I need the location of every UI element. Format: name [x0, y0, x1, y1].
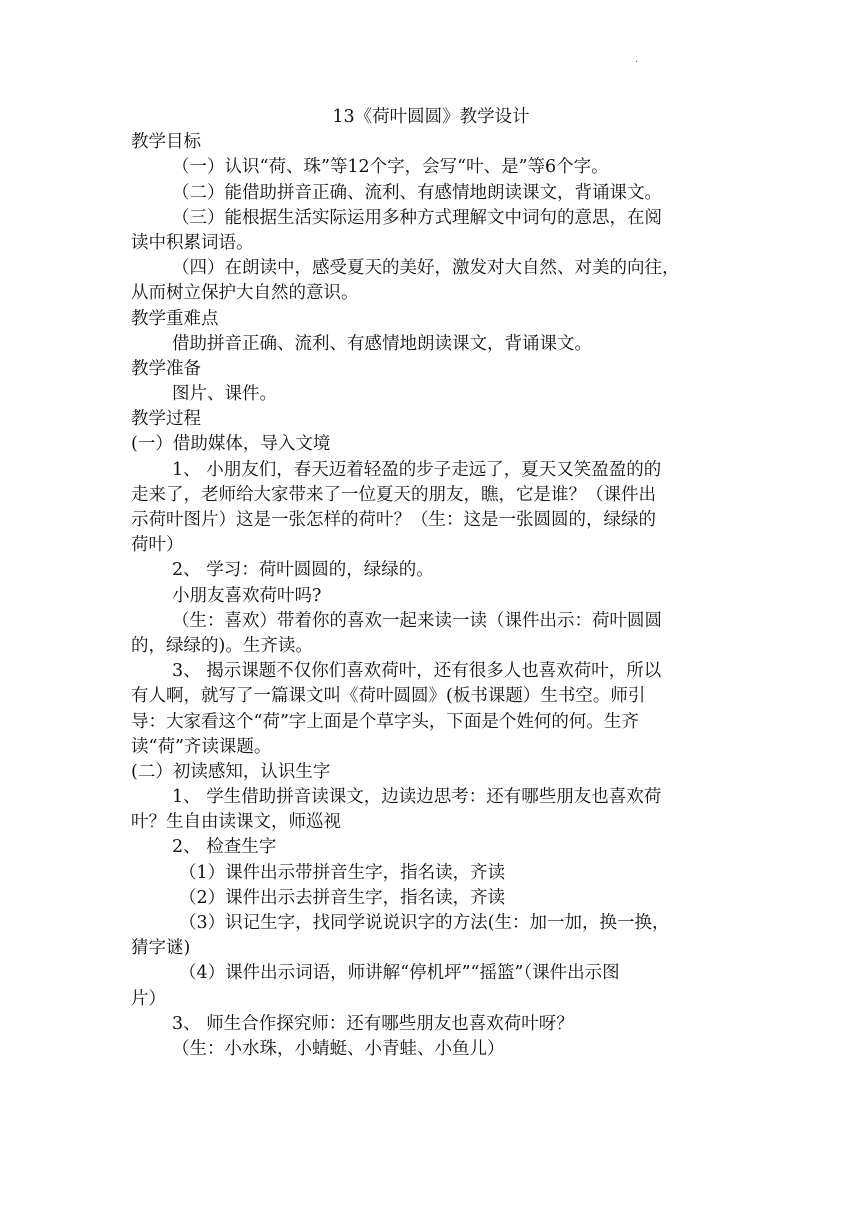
document-page: [131, 105, 731, 1062]
part2-step: （4）课件出示词语，师讲解“停机坪”“摇篮”（课件出示图: [179, 963, 620, 984]
part1-paragraph: 1、 小朋友们，春天迈着轻盈的步子走远了，夏天又笑盈盈的的: [172, 459, 662, 480]
goal-1: （一）认识“荷、珠”等12个字，会写“叶、是”等6个字。: [172, 157, 609, 178]
header-mark: ·: [635, 57, 639, 68]
part1-paragraph: 读“荷”齐读课题。: [131, 736, 272, 757]
part1-paragraph: 荷叶）: [131, 535, 184, 556]
goal-4-cont: 从而树立保护大自然的意识。: [131, 283, 359, 304]
part2-step: 猜字谜): [131, 938, 191, 959]
prep-text: 图片、课件。: [172, 384, 277, 405]
goal-3-cont: 读中积累词语。: [131, 232, 254, 253]
document-title: 13《荷叶圆圆》教学设计: [332, 107, 530, 127]
part1-paragraph: 示荷叶图片）这是一张怎样的荷叶？（生：这是一张圆圆的，绿绿的: [131, 510, 656, 530]
part1-paragraph: 2、 学习：荷叶圆圆的，绿绿的。: [172, 560, 434, 581]
part2-paragraph: （生：小水珠，小蜻蜓、小青蛙、小鱼儿）: [172, 1038, 505, 1059]
part1-paragraph: （生：喜欢）带着你的喜欢一起来读一读（课件出示：荷叶圆圆: [172, 610, 662, 631]
goal-4: （四）在朗读中，感受夏天的美好，激发对大自然、对美的向往，: [172, 258, 680, 279]
part2-step: 片）: [131, 988, 166, 1009]
key-heading: 教学重难点: [131, 308, 219, 329]
part2-heading: (二）初读感知，认识生字: [131, 761, 331, 782]
process-heading: 教学过程: [131, 409, 201, 430]
part1-paragraph: 3、 揭示课题不仅你们喜欢荷叶，还有很多人也喜欢荷叶，所以: [172, 661, 662, 682]
part2-paragraph: 叶？生自由读课文，师巡视: [131, 812, 341, 833]
key-text: 借助拼音正确、流利、有感情地朗读课文，背诵课文。: [172, 333, 592, 354]
part1-paragraph: 的，绿绿的)。生齐读。: [131, 635, 313, 656]
part1-paragraph: 有人啊，就写了一篇课文叫《荷叶圆圆》(板书课题）生书空。师引: [131, 686, 646, 707]
goal-2: （二）能借助拼音正确、流利、有感情地朗读课文，背诵课文。: [172, 182, 662, 203]
part2-paragraph: 2、 检查生字: [172, 837, 277, 858]
part2-step: （2）课件出示去拼音生字，指名读，齐读: [179, 887, 506, 908]
part2-paragraph: 1、 学生借助拼音读课文，边读边思考：还有哪些朋友也喜欢荷: [172, 787, 662, 808]
part1-paragraph: 导：大家看这个“荷”字上面是个草字头，下面是个姓何的何。生齐: [131, 711, 639, 732]
part2-paragraph: 3、 师生合作探究师：还有哪些朋友也喜欢荷叶呀？: [172, 1013, 574, 1034]
goal-3: （三）能根据生活实际运用多种方式理解文中词句的意思，在阅: [172, 207, 662, 228]
part1-heading: (一）借助媒体，导入文境: [131, 434, 331, 455]
part1-paragraph: 走来了，老师给大家带来了一位夏天的朋友，瞧，它是谁？（课件出: [131, 484, 656, 505]
goals-heading: 教学目标: [131, 132, 201, 153]
prep-heading: 教学准备: [131, 358, 201, 379]
part1-paragraph: 小朋友喜欢荷叶吗?: [172, 585, 322, 606]
part2-step: （3）识记生字，找同学说说识字的方法(生：加一加，换一换，: [179, 913, 670, 933]
part2-step: （1）课件出示带拼音生字，指名读，齐读: [179, 862, 506, 883]
